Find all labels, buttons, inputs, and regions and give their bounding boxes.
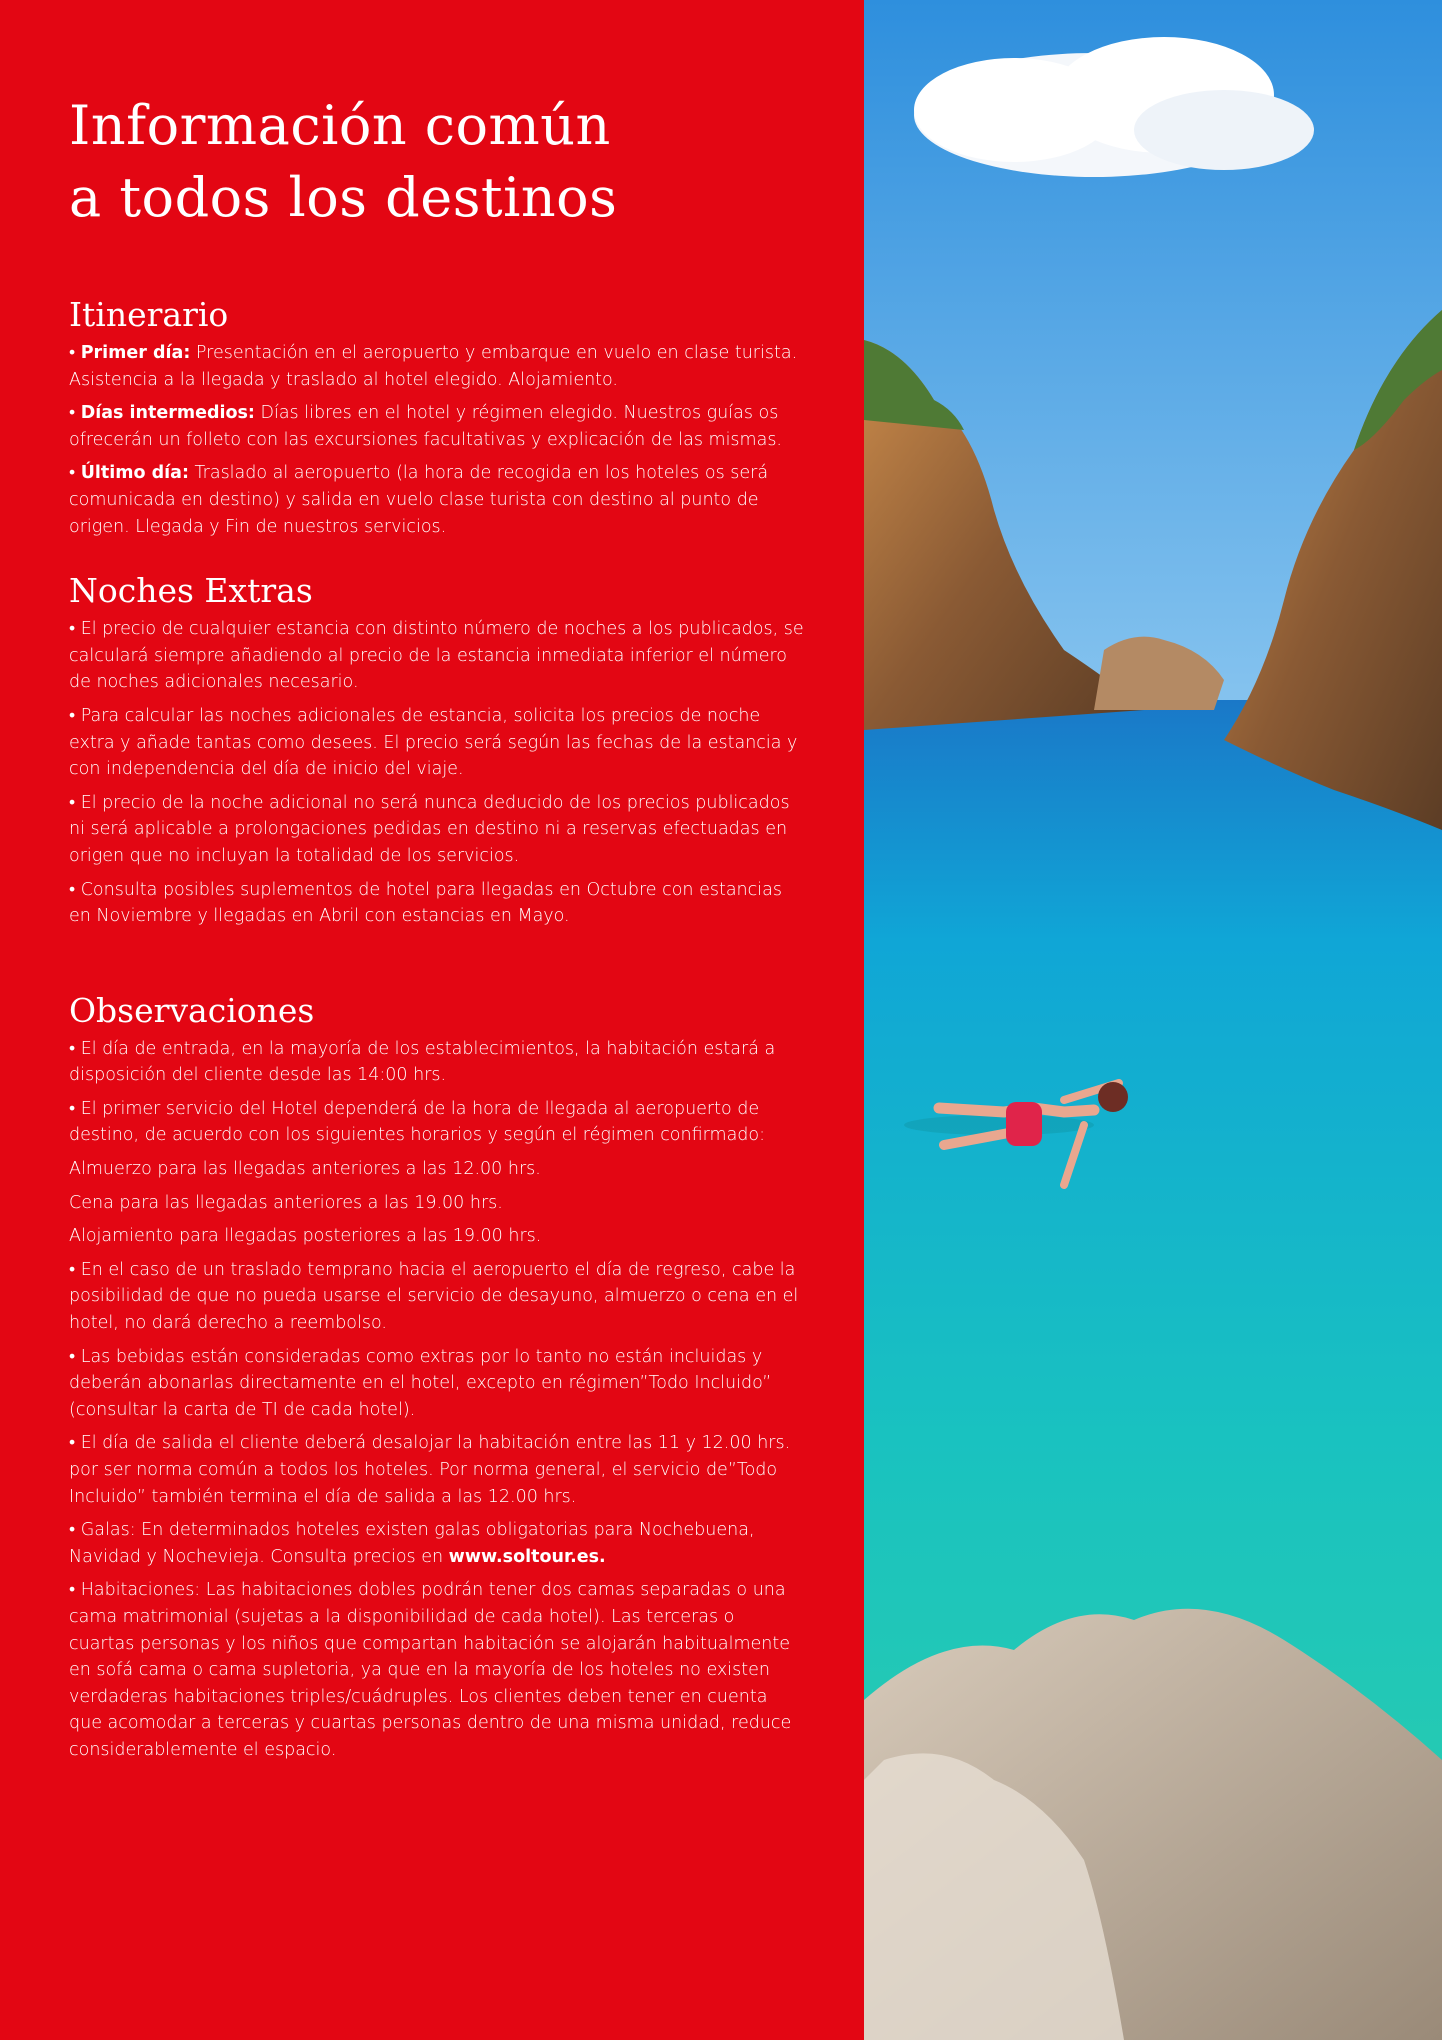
observacion-item: • El día de entrada, en la mayoría de los establecimientos, la habitación estará a disposición del cliente desde las 14:00 hrs. xyxy=(69,1036,804,1089)
horario-almuerzo: Almuerzo para las llegadas anteriores a las 12.00 hrs. xyxy=(69,1159,541,1180)
page-title xyxy=(69,90,804,234)
item-label: Días intermedios: xyxy=(80,403,255,424)
galas-text: Galas: En determinados hoteles existen galas obligatorias para Nochebuena, Navidad y Nochevieja. Consulta precios en xyxy=(69,1520,755,1567)
noches-extras-section xyxy=(69,570,804,930)
horario-alojamiento: Alojamiento para llegadas posteriores a las 19.00 hrs. xyxy=(69,1226,542,1247)
cove-photo-illustration xyxy=(864,0,1442,2040)
noches-extras-item: • El precio de la noche adicional no será nunca deducido de los precios publicados ni será aplicable a prolongaciones pedidas en destino ni a reservas efectuadas en origen que no incluyan la totalidad de los servicios. xyxy=(69,790,804,870)
horario-cena: Cena para las llegadas anteriores a las 19.00 hrs. xyxy=(69,1192,503,1213)
observaciones-heading: Observaciones xyxy=(69,990,315,1030)
item-text: Presentación en el aeropuerto y embarque en vuelo en clase turista. Asistencia a la llegada y traslado al hotel elegido. Alojamiento. xyxy=(69,343,798,390)
item-label: Último día: xyxy=(80,463,189,484)
noches-extras-heading: Noches Extras xyxy=(69,571,313,611)
itinerario-item xyxy=(69,340,804,393)
page-title-line-1: Información común xyxy=(69,94,611,157)
page-title-line-2: a todos los destinos xyxy=(69,166,618,229)
item-label: Primer día: xyxy=(80,343,191,363)
itinerario-section xyxy=(69,294,804,540)
observacion-item xyxy=(69,1517,804,1570)
observacion-item: • Las bebidas están consideradas como extras por lo tanto no están incluidas y deberán abonarlas directamente en el hotel, excepto en régimen”Todo Incluido” (consultar la carta de TI de cada hotel). xyxy=(69,1344,804,1424)
noches-extras-item: • Consulta posibles suplementos de hotel para llegadas en Octubre con estancias en Noviembre y llegadas en Abril con estancias en Mayo. xyxy=(69,877,804,930)
item-text: Traslado al aeropuerto (la hora de recogida en los hoteles os será comunicada en destino) y salida en vuelo clase turista con destino al punto de origen. Llegada y Fin de nuestros servicios. xyxy=(69,463,769,537)
observaciones-section xyxy=(69,990,804,1764)
observacion-item: • En el caso de un traslado temprano hacia el aeropuerto el día de regreso, cabe la posibilidad de que no pueda usarse el servicio de desayuno, almuerzo o cena en el hotel, no dará derecho a reembolso. xyxy=(69,1257,804,1337)
observacion-item: • Habitaciones: Las habitaciones dobles podrán tener dos camas separadas o una cama matrimonial (sujetas a la disponibilidad de cada hotel). Las terceras o cuartas personas y los niños que compartan habitación se alojarán habitualmente en sofá cama o cama supletoria, ya que en la mayoría de los hoteles no existen verdaderas habitaciones triples/cuádruples. Los clientes deben tener en cuenta que acomodar a terceras y cuartas personas dentro de una misma unidad, reduce considerablemente el espacio. xyxy=(69,1577,804,1763)
cove-swimmer-photo xyxy=(864,0,1442,2040)
itinerario-item xyxy=(69,460,804,540)
soltour-link[interactable]: www.soltour.es. xyxy=(448,1546,606,1567)
itinerario-item xyxy=(69,400,804,453)
noches-extras-item: • El precio de cualquier estancia con distinto número de noches a los publicados, se calculará siempre añadiendo al precio de la estancia inmediata inferior el número de noches adicionales necesario. xyxy=(69,616,804,696)
itinerario-heading: Itinerario xyxy=(69,295,229,334)
item-text: Días libres en el hotel y régimen elegido. Nuestros guías os ofrecerán un folleto con las excursiones facultativas y explicación de las mismas. xyxy=(69,403,782,450)
observacion-item: • El primer servicio del Hotel dependerá de la hora de llegada al aeropuerto de destino, de acuerdo con los siguientes horarios y según el régimen confirmado: xyxy=(69,1096,804,1149)
noches-extras-item: • Para calcular las noches adicionales de estancia, solicita los precios de noche extra y añade tantas como desees. El precio será según las fechas de la estancia y con independencia del día de inicio del viaje. xyxy=(69,703,804,783)
observacion-item: • El día de salida el cliente deberá desalojar la habitación entre las 11 y 12.00 hrs. por ser norma común a todos los hoteles. Por norma general, el servicio de”Todo Incluido” también termina el día de salida a las 12.00 hrs. xyxy=(69,1430,804,1510)
